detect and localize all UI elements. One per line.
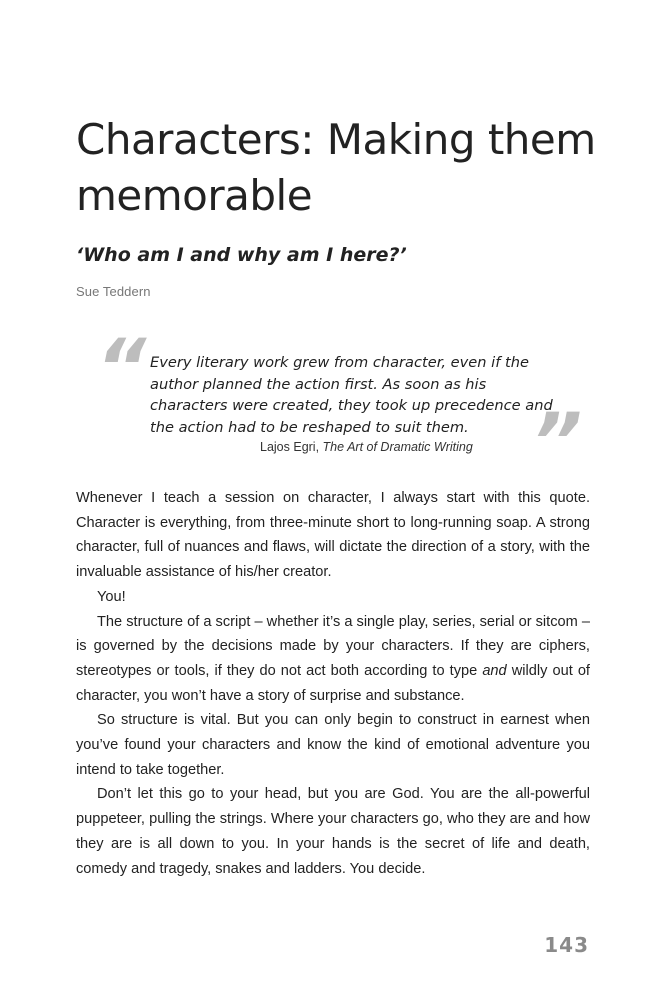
paragraph-1: Whenever I teach a session on character, I always start with this quote. Character is everything, from three-minute short to long-running soap. A strong character, full of nuances and flaws, will dictate the direction of a story, with the invaluable assistance of his/her creator. xyxy=(76,490,590,581)
attribution-name: Lajos Egri, xyxy=(260,440,323,454)
chapter-subtitle: ‘Who am I and why am I here?’ xyxy=(76,244,407,266)
open-quote-icon: “ xyxy=(96,324,147,414)
body-text xyxy=(76,486,590,881)
paragraph-4: So structure is vital. But you can only begin to construct in earnest when you’ve found your characters and know the kind of emotional adventure you intend to take together. xyxy=(76,712,590,778)
close-quote-icon: ” xyxy=(532,398,583,488)
epigraph-attribution xyxy=(260,440,473,454)
paragraph-3-part-b: wildly out of character, you won’t have a story of surprise and substance. xyxy=(76,662,590,704)
paragraph-3-emphasis: and xyxy=(482,662,507,679)
paragraph-5: Don’t let this go to your head, but you are God. You are the all-powerful puppeteer, pulling the strings. Where your characters go, who they are and how they are is all down to you. In your hands is the secret of life and death, comedy and tragedy, snakes and ladders. You decide. xyxy=(76,786,590,877)
paragraph-3-part-a: The structure of a script – whether it’s a single play, series, serial or sitcom – is governed by the decisions made by your characters. If they are ciphers, stereotypes or tools, if they do not act both according to type xyxy=(76,613,590,679)
chapter-title: Characters: Making them memorable xyxy=(76,115,596,220)
epigraph-text: Every literary work grew from character, even if the author planned the action first. As soon as his characters were created, they took up precedence and the action had to be reshaped to suit them. xyxy=(150,354,553,436)
paragraph-2: You! xyxy=(97,588,126,605)
page-number: 143 xyxy=(544,933,589,957)
attribution-work: The Art of Dramatic Writing xyxy=(322,440,473,454)
paragraph-3 xyxy=(76,610,590,709)
chapter-author: Sue Teddern xyxy=(76,284,151,299)
